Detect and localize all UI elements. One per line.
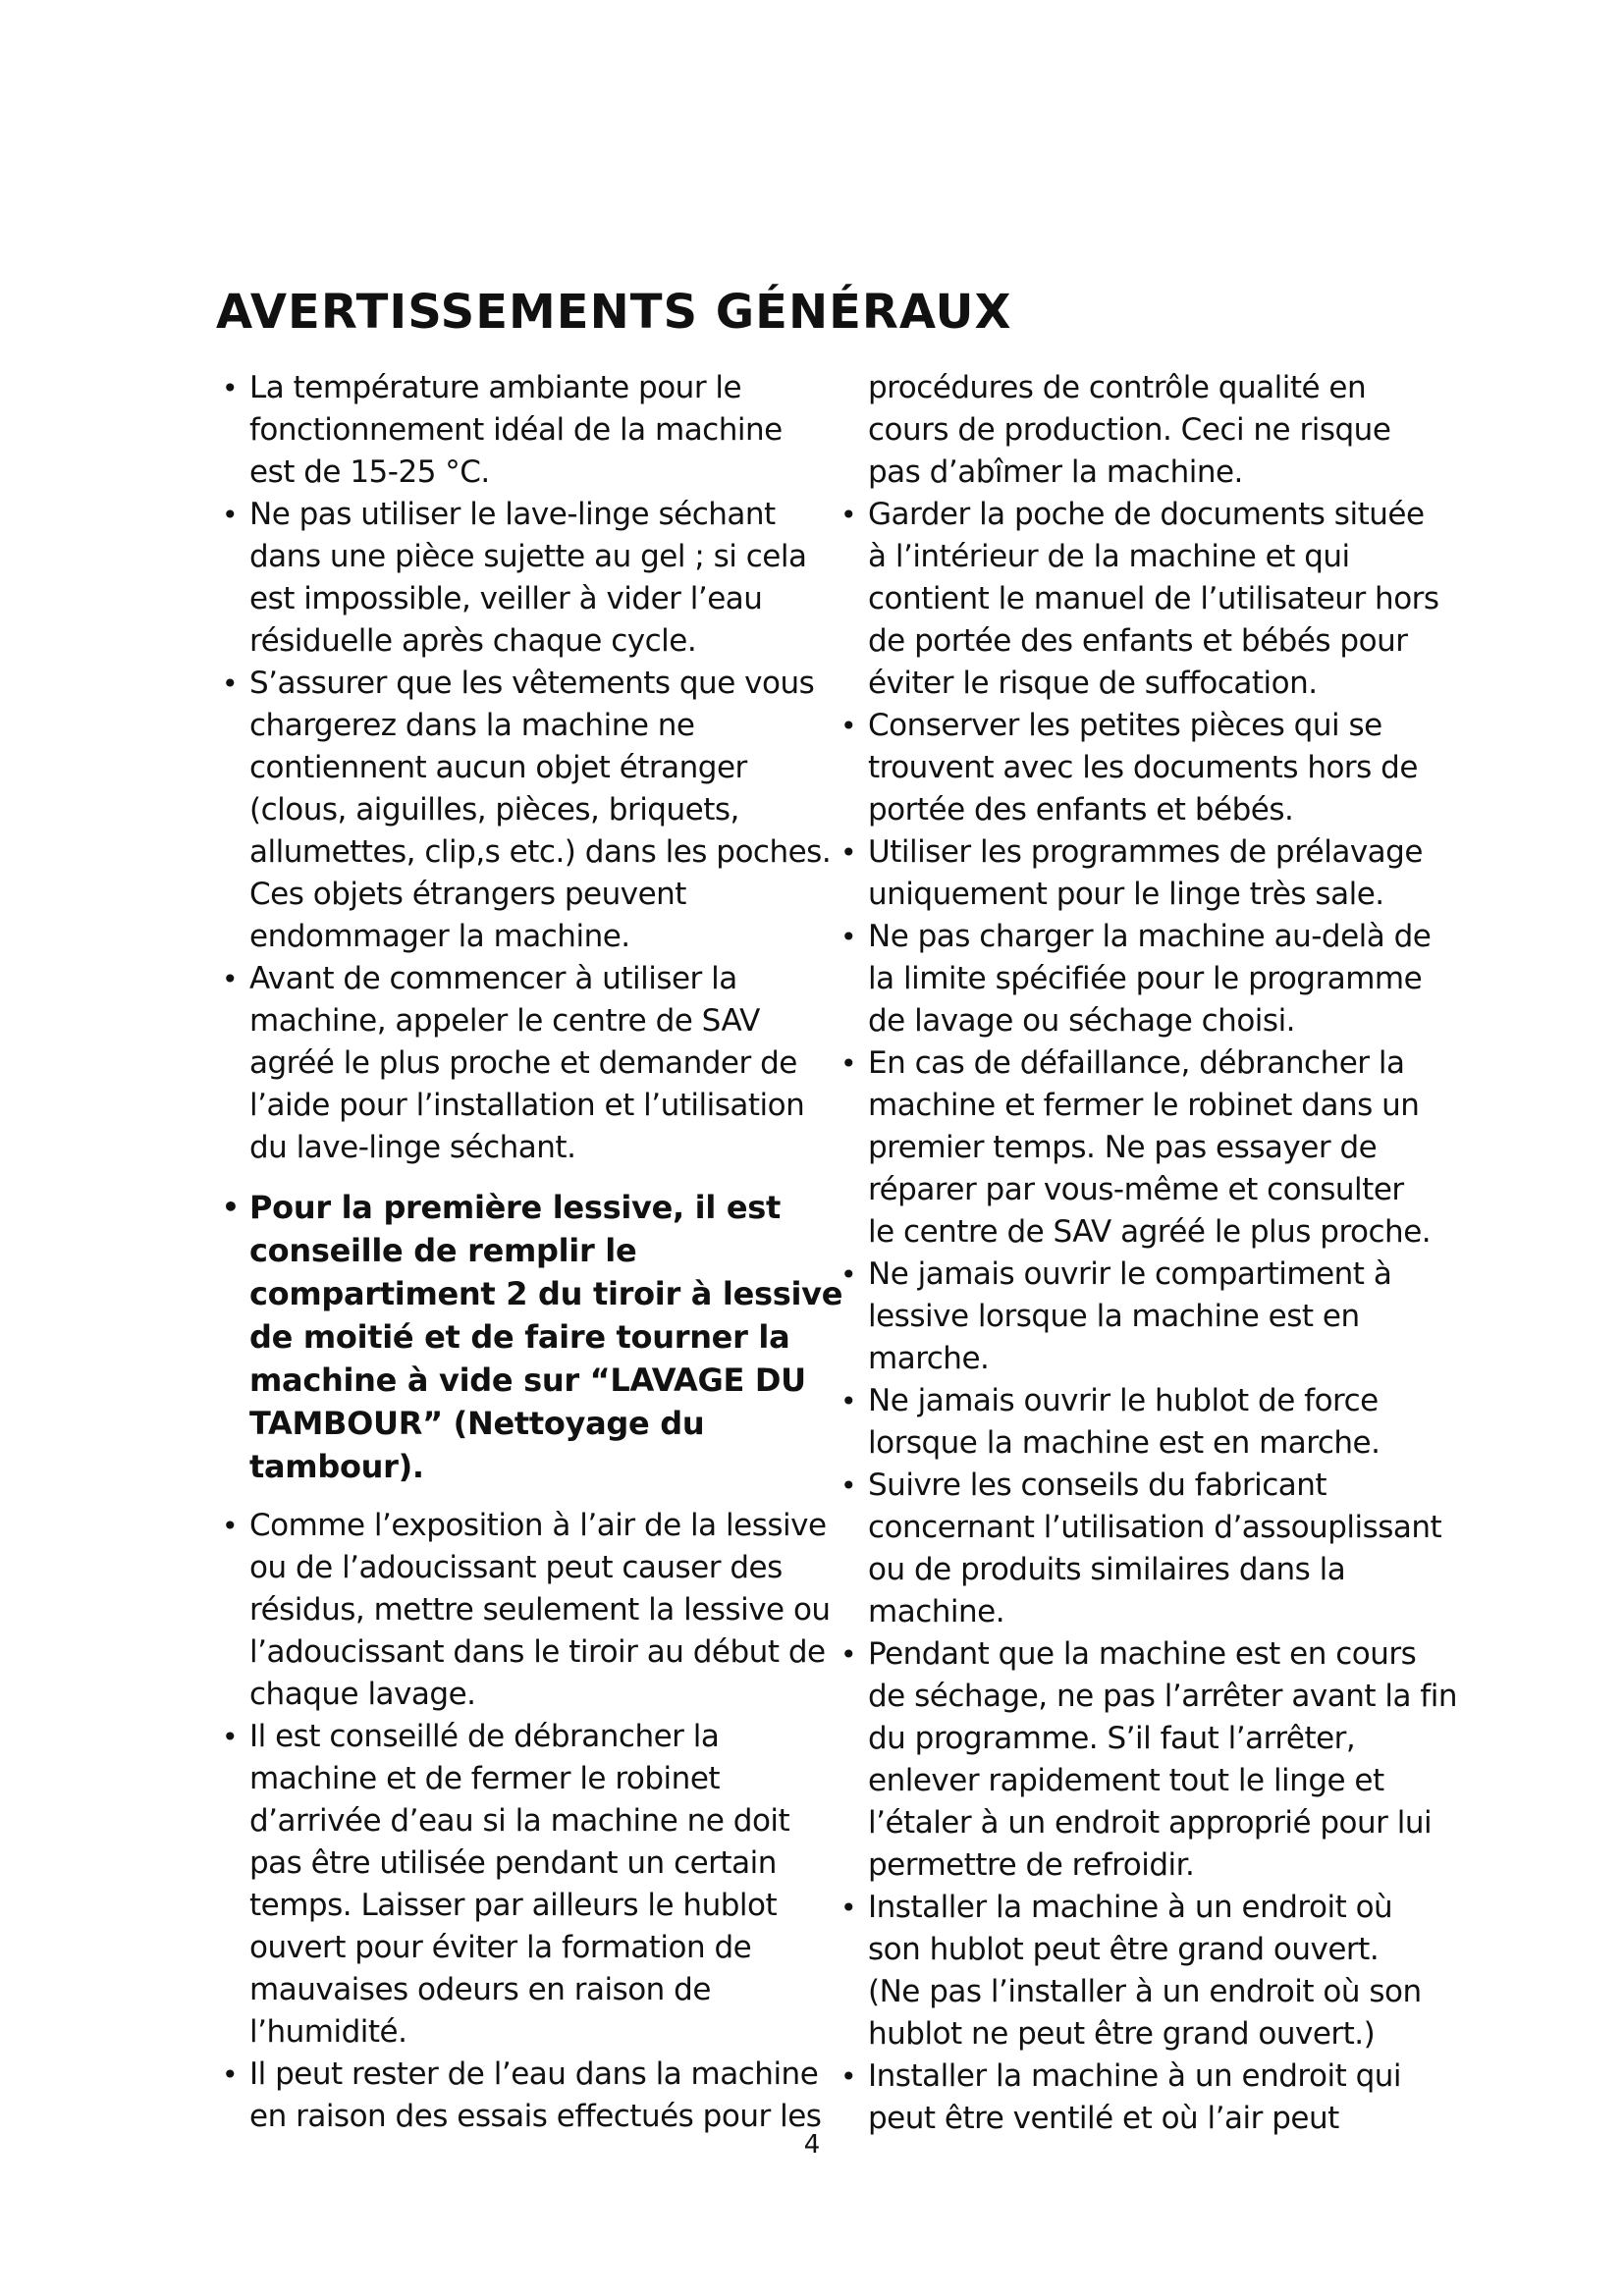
- warning-item-foreign-objects: [216, 663, 832, 958]
- warning-line: endommager la machine.: [249, 919, 630, 954]
- warning-line: machine et fermer le robinet dans un: [868, 1088, 1420, 1123]
- warning-line: Avant de commencer à utiliser la: [249, 961, 737, 996]
- warning-line: est de 15-25 °C.: [249, 454, 490, 490]
- warning-line: Ces objets étrangers peuvent: [249, 877, 686, 912]
- warning-item-unplug: [216, 1716, 825, 2054]
- warning-item-load-limit: [835, 916, 1443, 1042]
- warning-line: résiduelle après chaque cycle.: [249, 623, 697, 659]
- bullet-icon: •: [222, 1191, 240, 1223]
- warning-line: tambour).: [249, 1448, 424, 1485]
- warning-line: l’étaler à un endroit approprié pour lui: [868, 1805, 1433, 1841]
- warning-line: Installer la machine à un endroit où: [868, 1890, 1393, 1925]
- warning-line: (clous, aiguilles, pièces, briquets,: [249, 792, 739, 828]
- warning-item-door-force: [835, 1380, 1443, 1465]
- warning-line: Il est conseillé de débrancher la: [249, 1719, 720, 1754]
- warning-line: peut être ventilé et où l’air peut: [868, 2101, 1339, 2136]
- warning-line: contiennent aucun objet étranger: [249, 750, 747, 785]
- warning-line: premier temps. Ne pas essayer de: [868, 1130, 1378, 1165]
- warning-item-detergent: [216, 1505, 831, 1716]
- warning-line: Ne jamais ouvrir le compartiment à: [868, 1256, 1392, 1292]
- warning-line: Garder la poche de documents située: [868, 497, 1425, 532]
- warning-line: temps. Laisser par ailleurs le hublot: [249, 1888, 778, 1923]
- warning-line: compartiment 2 du tiroir à lessive: [249, 1275, 843, 1312]
- warning-line: machine.: [868, 1594, 1005, 1629]
- warning-line: cours de production. Ceci ne risque: [868, 412, 1391, 448]
- warning-line: allumettes, clip,s etc.) dans les poches.: [249, 834, 832, 870]
- warning-line: ou de l’adoucissant peut causer des: [249, 1550, 783, 1585]
- warning-line: chaque lavage.: [249, 1677, 476, 1712]
- warning-line: de moitié et de faire tourner la: [249, 1318, 790, 1356]
- warning-line: Ne jamais ouvrir le hublot de force: [868, 1383, 1379, 1418]
- warning-line: machine, appeler le centre de SAV: [249, 1003, 760, 1039]
- bullet-icon: •: [840, 499, 857, 531]
- warning-line: chargerez dans la machine ne: [249, 708, 695, 743]
- warning-item-softener: [835, 1465, 1443, 1633]
- warning-line: à l’intérieur de la machine et qui: [868, 539, 1350, 574]
- warning-line: lessive lorsque la machine est en: [868, 1299, 1360, 1334]
- warning-line: Installer la machine à un endroit qui: [868, 2058, 1402, 2094]
- bullet-icon: •: [222, 372, 239, 404]
- warning-line: l’aide pour l’installation et l’utilisation: [249, 1088, 805, 1123]
- warning-line: hublot ne peut être grand ouvert.): [868, 2016, 1376, 2052]
- warning-item-prewash: [835, 831, 1443, 916]
- warning-item-door-space: [835, 1887, 1443, 2056]
- warning-line: S’assurer que les vêtements que vous: [249, 666, 815, 701]
- bullet-icon: •: [222, 499, 239, 531]
- warning-line: du lave-linge séchant.: [249, 1130, 576, 1165]
- warning-item-drying: [835, 1633, 1457, 1887]
- page-title: AVERTISSEMENTS GÉNÉRAUX: [216, 285, 1012, 340]
- bullet-icon: •: [840, 836, 857, 869]
- warning-line: Pendant que la machine est en cours: [868, 1636, 1417, 1672]
- warning-line: agréé le plus proche et demander de: [249, 1045, 797, 1081]
- warning-line: pas être utilisée pendant un certain: [249, 1845, 777, 1881]
- page-number: 4: [803, 2130, 821, 2160]
- bullet-icon: •: [840, 1385, 857, 1417]
- bullet-icon: •: [840, 1892, 857, 1924]
- bullet-icon: •: [840, 710, 857, 742]
- warning-line: le centre de SAV agréé le plus proche.: [868, 1214, 1432, 1250]
- warning-line: ouvert pour éviter la formation de: [249, 1930, 752, 1965]
- warning-line: résidus, mettre seulement la lessive ou: [249, 1592, 831, 1628]
- warning-line: de lavage ou séchage choisi.: [868, 1003, 1296, 1039]
- bullet-icon: •: [840, 1258, 857, 1291]
- warning-item-residual-water: [216, 2054, 825, 2138]
- warning-line: concernant l’utilisation d’assouplissant: [868, 1510, 1442, 1545]
- warning-item-temperature: [216, 367, 825, 494]
- warning-line: la limite spécifiée pour le programme: [868, 961, 1423, 996]
- warning-line: Ne pas utiliser le lave-linge séchant: [249, 497, 776, 532]
- warning-line: de portée des enfants et bébés pour: [868, 623, 1408, 659]
- bullet-icon: •: [840, 1047, 857, 1080]
- warning-line: dans une pièce sujette au gel ; si cela: [249, 539, 807, 574]
- warning-line: est impossible, veiller à vider l’eau: [249, 581, 763, 616]
- warning-line: conseille de remplir le: [249, 1232, 637, 1269]
- warning-item-first-wash: [216, 1186, 843, 1488]
- warning-line: lorsque la machine est en marche.: [868, 1425, 1380, 1461]
- warning-line: ou de produits similaires dans la: [868, 1552, 1346, 1587]
- warning-line: portée des enfants et bébés.: [868, 792, 1294, 828]
- warning-line: uniquement pour le linge très sale.: [868, 877, 1384, 912]
- warning-line: Conserver les petites pièces qui se: [868, 708, 1382, 743]
- warning-line: Pour la première lessive, il est: [249, 1189, 781, 1226]
- warning-item-failure: [835, 1042, 1443, 1254]
- warning-line: (Ne pas l’installer à un endroit où son: [868, 1974, 1422, 2009]
- warning-line: son hublot peut être grand ouvert.: [868, 1932, 1380, 1967]
- bullet-icon: •: [840, 2060, 857, 2093]
- warning-item-detergent-drawer: [835, 1254, 1443, 1380]
- warning-item-residual-water-continued: [835, 367, 1443, 494]
- warning-line: Utiliser les programmes de prélavage: [868, 834, 1423, 870]
- warning-item-ventilation: [835, 2056, 1443, 2140]
- warning-line: mauvaises odeurs en raison de: [249, 1972, 711, 2007]
- warning-line: enlever rapidement tout le linge et: [868, 1763, 1384, 1798]
- warning-line: éviter le risque de suffocation.: [868, 666, 1318, 701]
- warning-line: réparer par vous-même et consulter: [868, 1172, 1404, 1207]
- left-column: [216, 367, 843, 2138]
- warning-line: contient le manuel de l’utilisateur hors: [868, 581, 1439, 616]
- warning-line: de séchage, ne pas l’arrêter avant la fin: [868, 1679, 1457, 1714]
- warning-line: d’arrivée d’eau si la machine ne doit: [249, 1803, 790, 1839]
- warning-line: marche.: [868, 1341, 990, 1376]
- warning-line: En cas de défaillance, débrancher la: [868, 1045, 1405, 1081]
- bullet-icon: •: [840, 1469, 857, 1502]
- warning-line: permettre de refroidir.: [868, 1847, 1195, 1883]
- bullet-icon: •: [222, 2058, 239, 2091]
- bullet-icon: •: [222, 1721, 239, 1753]
- warning-line: TAMBOUR” (Nettoyage du: [249, 1405, 705, 1442]
- warning-line: Ne pas charger la machine au-delà de: [868, 919, 1432, 954]
- warning-item-small-parts: [835, 705, 1443, 831]
- warning-item-frost: [216, 494, 825, 663]
- warning-line: pas d’abîmer la machine.: [868, 454, 1243, 490]
- warning-line: Comme l’exposition à l’air de la lessive: [249, 1508, 827, 1543]
- bullet-icon: •: [222, 667, 239, 700]
- warning-line: l’adoucissant dans le tiroir au début de: [249, 1634, 826, 1670]
- warning-line: Il peut rester de l’eau dans la machine: [249, 2056, 819, 2092]
- bullet-icon: •: [840, 921, 857, 953]
- warning-line: La température ambiante pour le: [249, 370, 742, 405]
- warning-line: procédures de contrôle qualité en: [868, 370, 1367, 405]
- warning-line: trouvent avec les documents hors de: [868, 750, 1418, 785]
- bullet-icon: •: [222, 1510, 239, 1542]
- warning-line: du programme. S’il faut l’arrêter,: [868, 1721, 1356, 1756]
- bullet-icon: •: [222, 963, 239, 995]
- warning-line: l’humidité.: [249, 2014, 407, 2050]
- warning-item-service-center: [216, 958, 825, 1169]
- warning-line: machine et de fermer le robinet: [249, 1761, 721, 1796]
- warning-item-document-pouch: [835, 494, 1443, 705]
- warning-line: Suivre les conseils du fabricant: [868, 1468, 1327, 1503]
- warning-line: fonctionnement idéal de la machine: [249, 412, 783, 448]
- warning-line: en raison des essais effectués pour les: [249, 2099, 822, 2134]
- bullet-icon: •: [840, 1638, 857, 1671]
- warning-line: machine à vide sur “LAVAGE DU: [249, 1362, 806, 1399]
- right-column: [835, 367, 1457, 2140]
